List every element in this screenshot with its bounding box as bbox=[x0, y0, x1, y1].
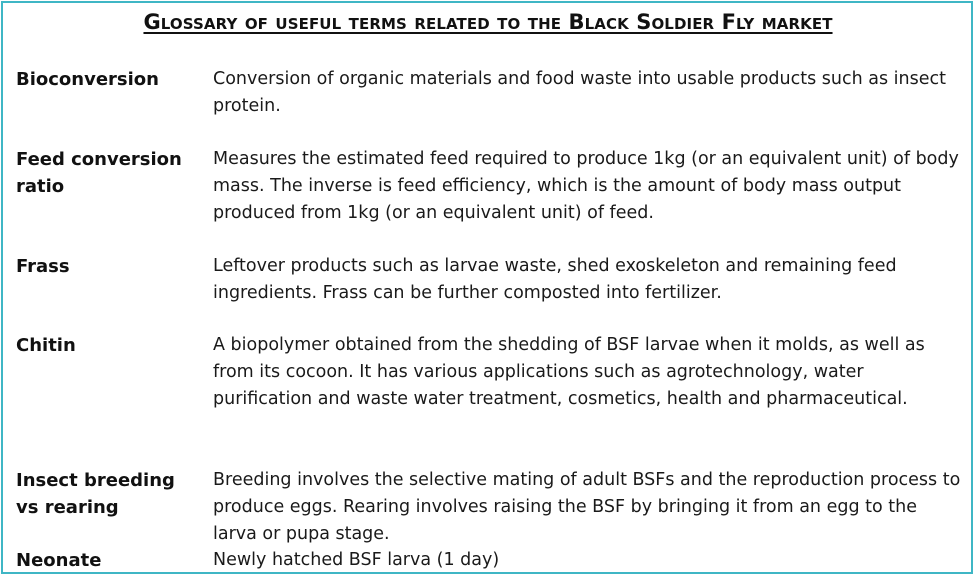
glossary-definition: Breeding involves the selective mating of adult BSFs and the reproduction process to produce eggs. Rearing involves raising the BSF by bringing it from an egg to the larva or pupa stage. bbox=[213, 470, 961, 544]
glossary-definition: Measures the estimated feed required to produce 1kg (or an equivalent unit) of body mass. The inverse is feed efficiency, which is the amount of body mass output produced from 1kg (or an equivalent unit) of feed. bbox=[213, 149, 959, 223]
glossary-term: Insect breeding vs rearing bbox=[16, 470, 175, 518]
glossary-definition: Newly hatched BSF larva (1 day) bbox=[213, 550, 500, 570]
glossary-definition: Conversion of organic materials and food waste into usable products such as insect protein. bbox=[213, 69, 946, 116]
glossary-term: Frass bbox=[16, 256, 70, 277]
glossary-term: Feed conversion ratio bbox=[16, 149, 182, 197]
glossary-title: Glossary of useful terms related to the Black Soldier Fly market bbox=[143, 10, 833, 34]
glossary-definition: A biopolymer obtained from the shedding of BSF larvae when it molds, as well as from its cocoon. It has various applications such as agrotechnology, water purification and waste water treatment, cosmetics, health and pharmaceutical. bbox=[213, 335, 925, 409]
glossary-definition: Leftover products such as larvae waste, shed exoskeleton and remaining feed ingredients. Frass can be further composted into fertilizer. bbox=[213, 256, 897, 303]
glossary-term: Neonate bbox=[16, 550, 102, 571]
glossary-term: Bioconversion bbox=[16, 69, 159, 90]
glossary-term: Chitin bbox=[16, 335, 76, 356]
